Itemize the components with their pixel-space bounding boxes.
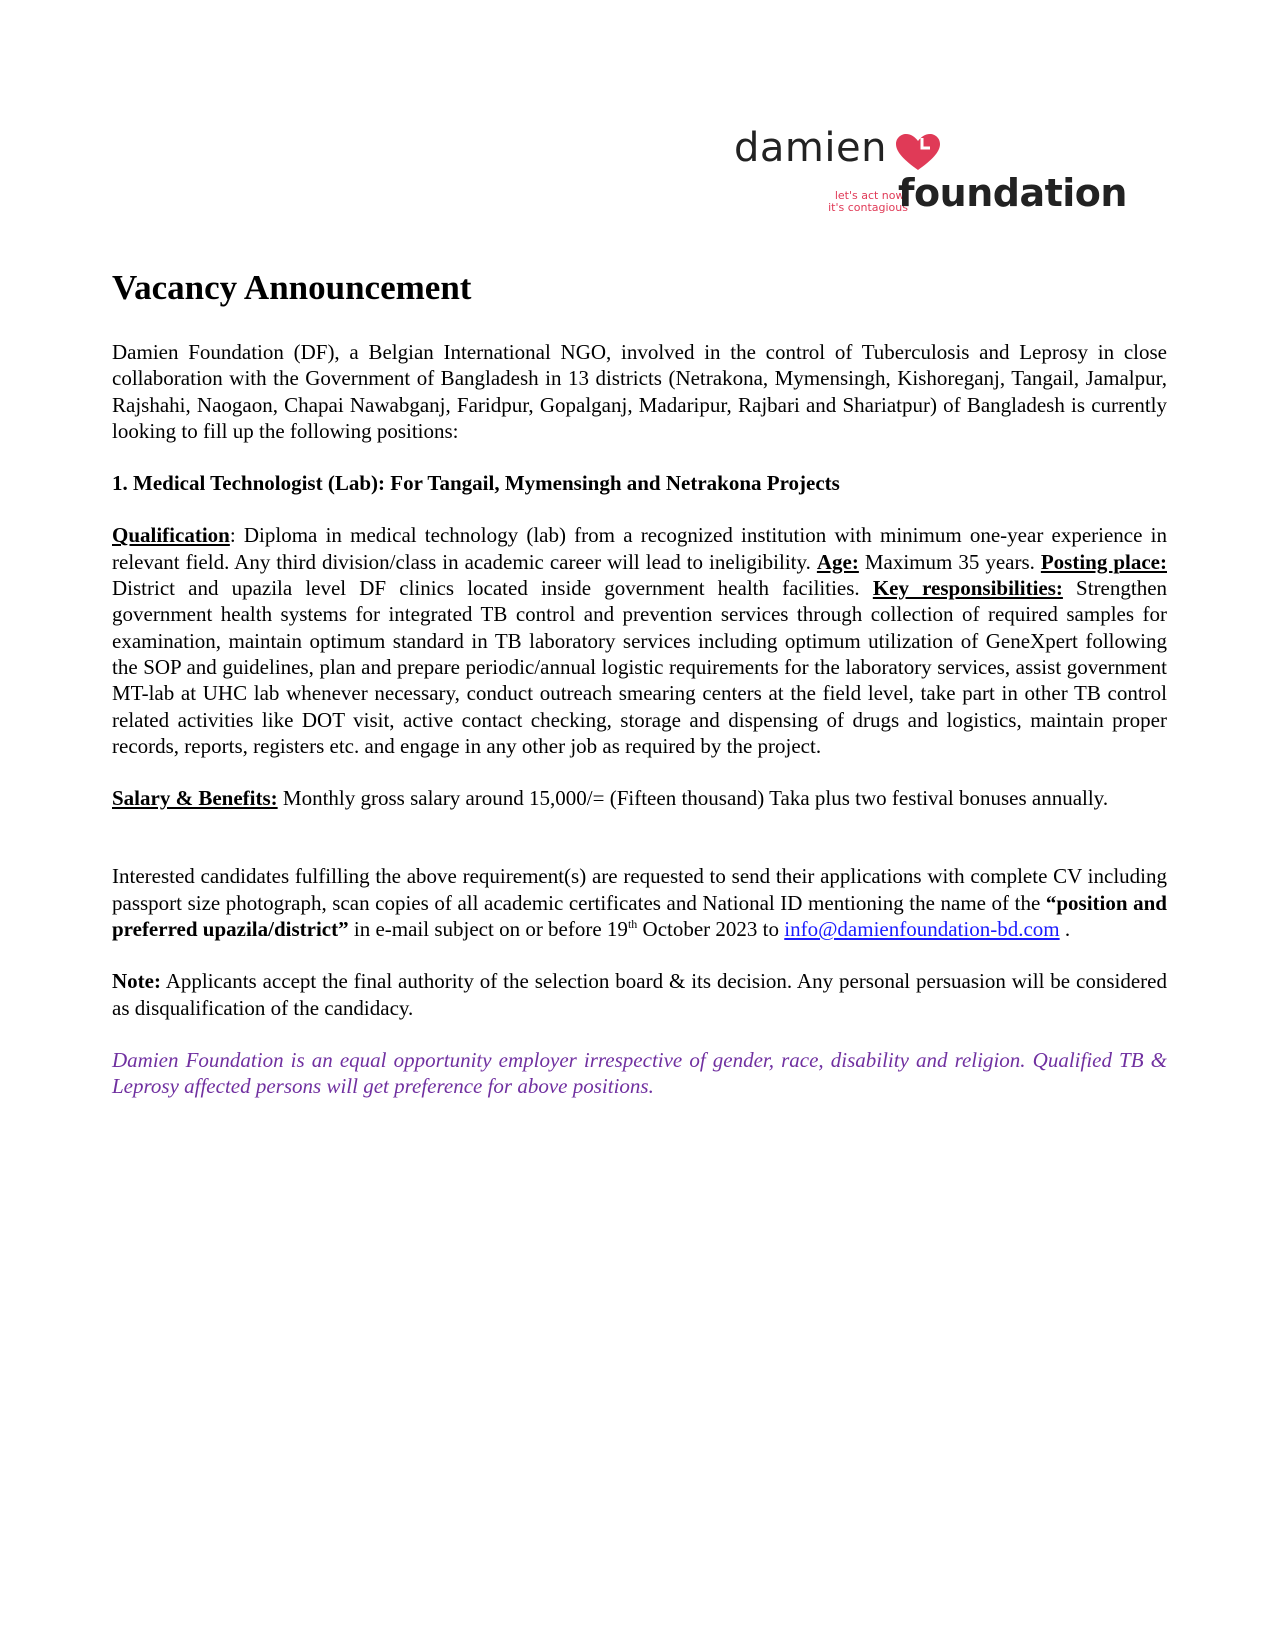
posting-text: District and upazila level DF clinics located inside government health facilities. <box>112 576 873 601</box>
note-paragraph <box>112 968 1167 1021</box>
age-label: Age: <box>816 549 859 574</box>
salary-label: Salary & Benefits: <box>112 786 278 811</box>
qualification-label: Qualification <box>112 523 230 548</box>
equal-opportunity-statement: Damien Foundation is an equal opportunity employer irrespective of gender, race, disability and religion. Qualified TB & Leprosy affected persons will get preference for above positions. <box>112 1047 1167 1099</box>
logo-tagline-line1: let's act now, <box>834 189 908 202</box>
salary-text: Monthly gross salary around 15,000/= (Fifteen thousand) Taka plus two festival bonuses annually. <box>277 786 1109 811</box>
posting-label: Posting place: <box>1040 549 1167 574</box>
note-label: Note: <box>112 969 161 994</box>
logo-tagline <box>808 190 908 214</box>
application-text-2: in e-mail subject on or before 19 <box>348 917 628 942</box>
intro-paragraph: Damien Foundation (DF), a Belgian International NGO, involved in the control of Tuberculosis and Leprosy in close collaboration with the Government of Bangladesh in 13 districts (Netrakona, Mymensingh, Kishoreganj, Tangail, Jamalpur, Rajshahi, Naogaon, Chapai Nawabganj, Faridpur, Gopalganj, Madaripur, Rajbari and Shariatpur) of Bangladesh is currently looking to fill up the following positions: <box>112 340 1167 443</box>
responsibilities-label: Key responsibilities: <box>872 576 1063 601</box>
logo-word-foundation: foundation <box>898 171 1127 215</box>
damien-foundation-logo <box>734 125 1134 228</box>
qualification-text: : Diploma in medical technology (lab) from a recognized institution with minimum one-year experience in relevant field. Any third division/class in academic career will lead to ineligibility. <box>112 523 1167 574</box>
position-heading: 1. Medical Technologist (Lab): For Tangail, Mymensingh and Netrakona Projects <box>112 471 840 496</box>
position-details <box>112 522 1167 759</box>
responsibilities-text: Strengthen government health systems for integrated TB control and prevention services through collection of required samples for examination, maintain optimum standard in TB laboratory services including optimum utilization of GeneXpert following the SOP and guidelines, plan and prepare periodic/annual logistic requirements for the laboratory services, assist government MT-lab at UHC lab whenever necessary, conduct outreach smearing centers at the field level, take part in other TB control related activities like DOT visit, active contact checking, storage and dispensing of drugs and logistics, maintain proper records, reports, registers etc. and engage in any other job as required by the project. <box>112 576 1168 758</box>
salary-paragraph <box>112 785 1167 811</box>
logo-word-damien: damien <box>734 125 887 171</box>
application-text-4: . <box>1059 917 1071 942</box>
date-suffix: th <box>627 917 638 932</box>
application-subject: “position and preferred upazila/district” <box>112 890 1167 942</box>
application-paragraph <box>112 863 1167 942</box>
application-text-3: October 2023 to <box>637 917 785 942</box>
announcement-body <box>112 266 1167 1126</box>
email-link[interactable]: info@damienfoundation-bd.com <box>784 917 1060 942</box>
logo-tagline-line2: it's contagious <box>828 201 908 214</box>
note-text: Applicants accept the final authority of the selection board & its decision. Any personal persuasion will be considered as disqualification of the candidacy. <box>112 969 1167 1020</box>
age-text: Maximum 35 years. <box>858 549 1041 574</box>
application-text-1: Interested candidates fulfilling the above requirement(s) are requested to send their applications with complete CV including passport size photograph, scan copies of all academic certificates and National ID mentioning the name of the <box>112 864 1167 915</box>
heart-icon <box>894 132 942 172</box>
page-title: Vacancy Announcement <box>112 268 472 307</box>
